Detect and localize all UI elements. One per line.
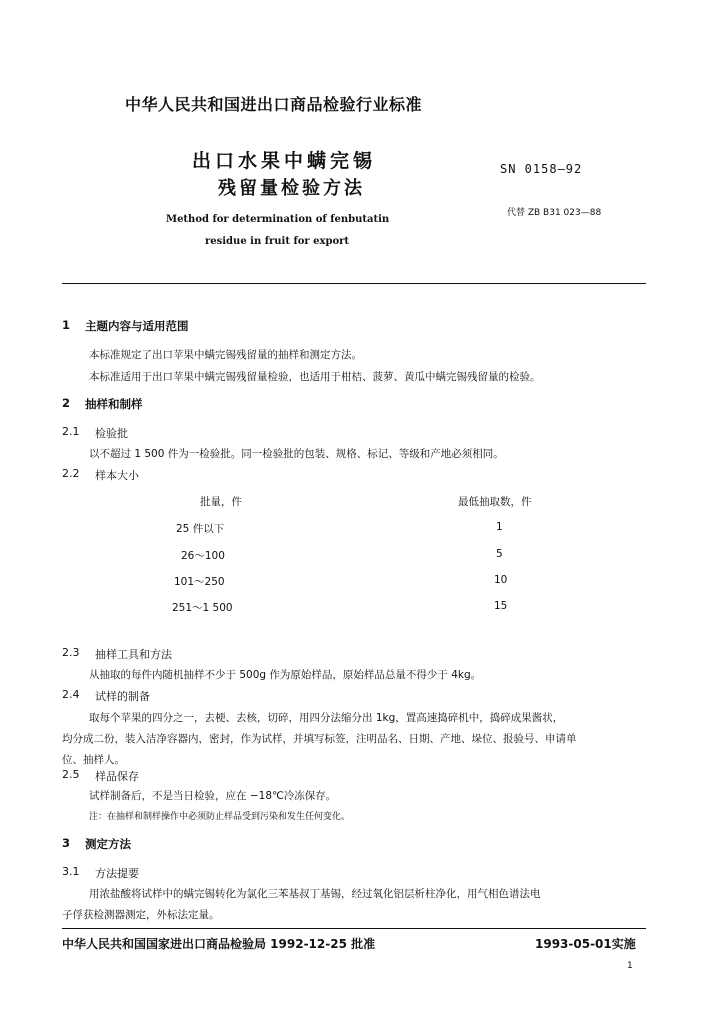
issuing-body: 中华人民共和国进出口商品检验行业标准 [125,95,423,114]
section-2-3-paragraph: 从抽取的每件内随机抽样不少于 500g 作为原始样品，原始样品总量不得少于 4kg。 [89,669,482,681]
table-header-batch: 批量，件 [200,496,242,508]
section-2-5-title: 样品保存 [95,770,139,783]
section-2-1-paragraph: 以不超过 1 500 件为一检验批。同一检验批的包装、规格、标记、等级和产地必须相同。 [89,448,504,460]
section-2-title: 抽样和制样 [85,397,143,411]
section-2-4-number: 2.4 [62,688,80,701]
section-3-1-title: 方法提要 [95,867,139,880]
table-cell-batch: 251～1 500 [172,602,233,614]
table-cell-batch: 25 件以下 [176,523,225,535]
section-2-2-title: 样本大小 [95,469,139,482]
table-cell-batch: 26～100 [181,550,225,562]
table-header-min-samples: 最低抽取数，件 [458,496,532,508]
section-2-4-paragraph-line3: 位、抽样人。 [62,754,125,766]
table-cell-count: 15 [494,600,508,612]
section-3-1-paragraph-line1: 用浓盐酸将试样中的螨完锡转化为氯化三苯基叔丁基锡，经过氧化铝层析柱净化，用气相色谱法电 [89,888,541,900]
section-2-5-paragraph: 试样制备后，不是当日检验，应在 −18℃冷冻保存。 [89,790,337,802]
effective-date: 1993-05-01实施 [535,937,636,951]
table-cell-batch: 101～250 [174,576,225,588]
section-2-3-number: 2.3 [62,646,80,659]
section-1-paragraph-1: 本标准规定了出口苹果中螨完锡残留量的抽样和测定方法。 [89,349,362,361]
section-1-title: 主题内容与适用范围 [85,319,189,333]
footer-divider [62,928,646,929]
section-3-number: 3 [62,836,71,850]
section-2-5-note: 注：在抽样和制样操作中必须防止样品受到污染和发生任何变化。 [89,812,351,822]
section-2-2-number: 2.2 [62,467,80,480]
approval-statement: 中华人民共和国国家进出口商品检验局 1992-12-25 批准 [62,937,376,951]
english-title-line1: Method for determination of fenbutatin [166,214,390,225]
section-2-4-paragraph-line2: 均分成二份，装入洁净容器内，密封，作为试样，并填写标签，注明品名、日期、产地、垛位、报验号、申请单 [62,733,577,745]
standard-title-line1: 出口水果中螨完锡 [192,150,377,172]
section-2-4-paragraph-line1: 取每个苹果的四分之一，去梗、去核，切碎，用四分法缩分出 1kg，置高速捣碎机中，捣碎成果酱状， [89,712,564,724]
english-title-line2: residue in fruit for export [205,236,350,247]
section-3-1-number: 3.1 [62,865,80,878]
table-cell-count: 5 [496,548,503,560]
table-cell-count: 10 [494,574,508,586]
section-1-paragraph-2: 本标准适用于出口苹果中螨完锡残留量检验，也适用于柑桔、菠萝、黄瓜中螨完锡残留量的检验。 [89,371,541,383]
header-divider [62,283,646,284]
replaces-note: 代替 ZB B31 023—88 [507,208,602,218]
table-cell-count: 1 [496,521,503,533]
section-2-3-title: 抽样工具和方法 [95,648,172,661]
section-3-title: 测定方法 [85,837,131,851]
section-2-number: 2 [62,396,71,410]
section-3-1-paragraph-line2: 子俘获检测器测定，外标法定量。 [62,909,220,921]
standard-code: SN 0158—92 [500,162,583,176]
standard-title-line2: 残留量检验方法 [218,178,365,199]
section-2-1-title: 检验批 [95,427,128,440]
section-2-5-number: 2.5 [62,768,80,781]
section-2-1-number: 2.1 [62,425,80,438]
page-number: 1 [627,961,633,971]
section-2-4-title: 试样的制备 [95,690,150,703]
section-1-number: 1 [62,318,71,332]
